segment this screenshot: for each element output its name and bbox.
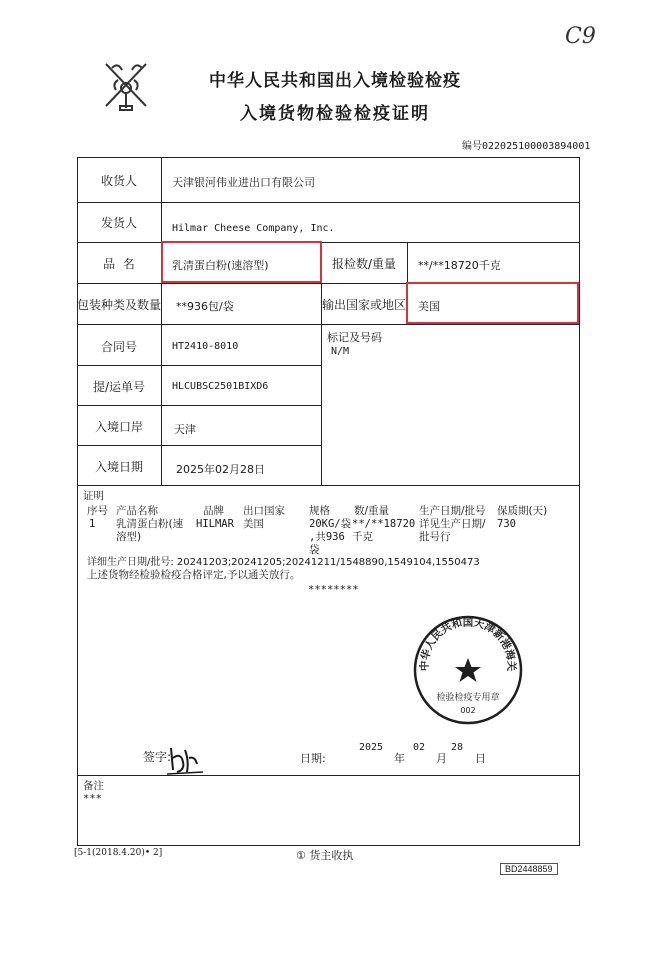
row-no: 1 — [89, 518, 96, 530]
row-divider — [77, 365, 321, 366]
stars-line: ******** — [308, 584, 359, 596]
row-divider — [77, 445, 321, 446]
quantity-value: **/**18720千克 — [418, 259, 501, 272]
sign-year-unit: 年 — [394, 752, 405, 765]
col-header-qty: 数/重量 — [354, 505, 390, 517]
row-divider — [77, 405, 321, 406]
entry-date-value: 2025年02月28日 — [176, 463, 265, 476]
contract-value: HT2410-8010 — [172, 341, 239, 352]
row-divider — [77, 202, 579, 203]
bl-value: HLCUBSC2501BIXD6 — [172, 381, 269, 392]
sign-month: 02 — [413, 742, 426, 753]
consignee-label: 收货人 — [100, 174, 137, 188]
row-name-line2: 溶型) — [116, 531, 142, 543]
col-header-shelf-life: 保质期(天) — [497, 505, 548, 517]
remarks-value: *** — [83, 793, 102, 805]
remarks-label: 备注 — [83, 780, 104, 792]
sign-date-label: 日期: — [300, 752, 326, 765]
document-title-line1: 中华人民共和国出入境检验检疫 — [209, 71, 461, 91]
clearance-statement: 上述货物经检验检疫合格评定,予以通关放行。 — [87, 569, 301, 581]
port-value: 天津 — [174, 423, 196, 436]
row-qty-line2: 千克 — [352, 531, 373, 543]
marks-value: N/M — [331, 346, 350, 357]
seal-number: 002 — [460, 706, 476, 715]
row-country: 美国 — [243, 518, 264, 530]
sign-month-unit: 月 — [436, 752, 447, 765]
consignee-value: 天津银河伟业进出口有限公司 — [172, 176, 315, 189]
form-code: [5-1(2018.4.20)• 2] — [74, 848, 163, 858]
handwritten-signature-icon — [165, 744, 205, 778]
col-header-spec: 规格 — [309, 505, 330, 517]
row-spec-line3: 袋 — [309, 544, 320, 556]
copy-note: ① 货主收执 — [296, 849, 354, 862]
consignor-value: Hilmar Cheese Company, Inc. — [172, 223, 335, 234]
certificate-heading: 证明 — [83, 490, 104, 502]
consignor-label: 发货人 — [100, 216, 137, 230]
entry-date-label: 入境日期 — [94, 460, 143, 474]
row-qty-line1: **/**18720 — [352, 518, 416, 530]
seal-inner-text: 检验检疫专用章 — [436, 693, 500, 703]
detail-production-line: 详细生产日期/批号: 20241203;20241205;20241211/1548890,1549104,1550473 — [87, 557, 480, 568]
corner-handwritten-mark: C9 — [565, 24, 596, 49]
row-brand: HILMAR — [196, 518, 234, 530]
col-header-brand: 品牌 — [203, 505, 224, 517]
col-header-batch: 生产日期/批号 — [419, 505, 486, 517]
contract-label: 合同号 — [100, 340, 137, 354]
row-batch-line2: 批号行 — [419, 531, 451, 543]
packing-value: **936包/袋 — [176, 300, 234, 313]
official-seal-icon — [412, 614, 524, 726]
signature-label: 签字: — [143, 750, 172, 764]
col-header-country: 出口国家 — [243, 505, 285, 517]
port-label: 入境口岸 — [94, 420, 143, 434]
seal-ring-text: 中华人民共和国天津新港海关 — [418, 616, 518, 672]
row-spec-line2: ,共936 — [309, 531, 345, 543]
serial-number — [462, 137, 590, 152]
origin-label: 输出国家或地区 — [321, 298, 406, 312]
quantity-label: 报检数/重量 — [331, 257, 397, 271]
goods-label: 品 名 — [103, 257, 135, 271]
goods-value: 乳清蛋白粉(速溶型) — [172, 259, 269, 272]
serial-value: 022025100003894001 — [482, 141, 591, 152]
marks-label: 标记及号码 — [327, 331, 382, 344]
sign-day-unit: 日 — [475, 752, 486, 765]
sign-day: 28 — [451, 742, 464, 753]
bl-label: 提/运单号 — [92, 380, 146, 394]
row-divider — [77, 485, 579, 486]
document-title-line2: 入境货物检验检疫证明 — [240, 104, 430, 124]
row-divider — [77, 775, 579, 776]
column-divider — [161, 157, 162, 485]
packing-label: 包装种类及数量 — [77, 298, 162, 312]
row-divider — [77, 242, 579, 243]
origin-value: 美国 — [418, 300, 440, 313]
row-divider — [77, 324, 579, 325]
row-name-line1: 乳清蛋白粉(速 — [116, 518, 184, 530]
row-spec-line1: 20KG/袋 — [309, 518, 352, 530]
sign-year: 2025 — [359, 742, 384, 753]
barcode-number: BD2448859 — [500, 863, 558, 875]
col-header-name: 产品名称 — [116, 505, 158, 517]
serial-label: 编号 — [462, 141, 482, 152]
col-header-no: 序号 — [87, 505, 108, 517]
row-batch-line1: 详见生产日期/ — [419, 518, 486, 530]
row-shelf-life: 730 — [497, 518, 516, 530]
